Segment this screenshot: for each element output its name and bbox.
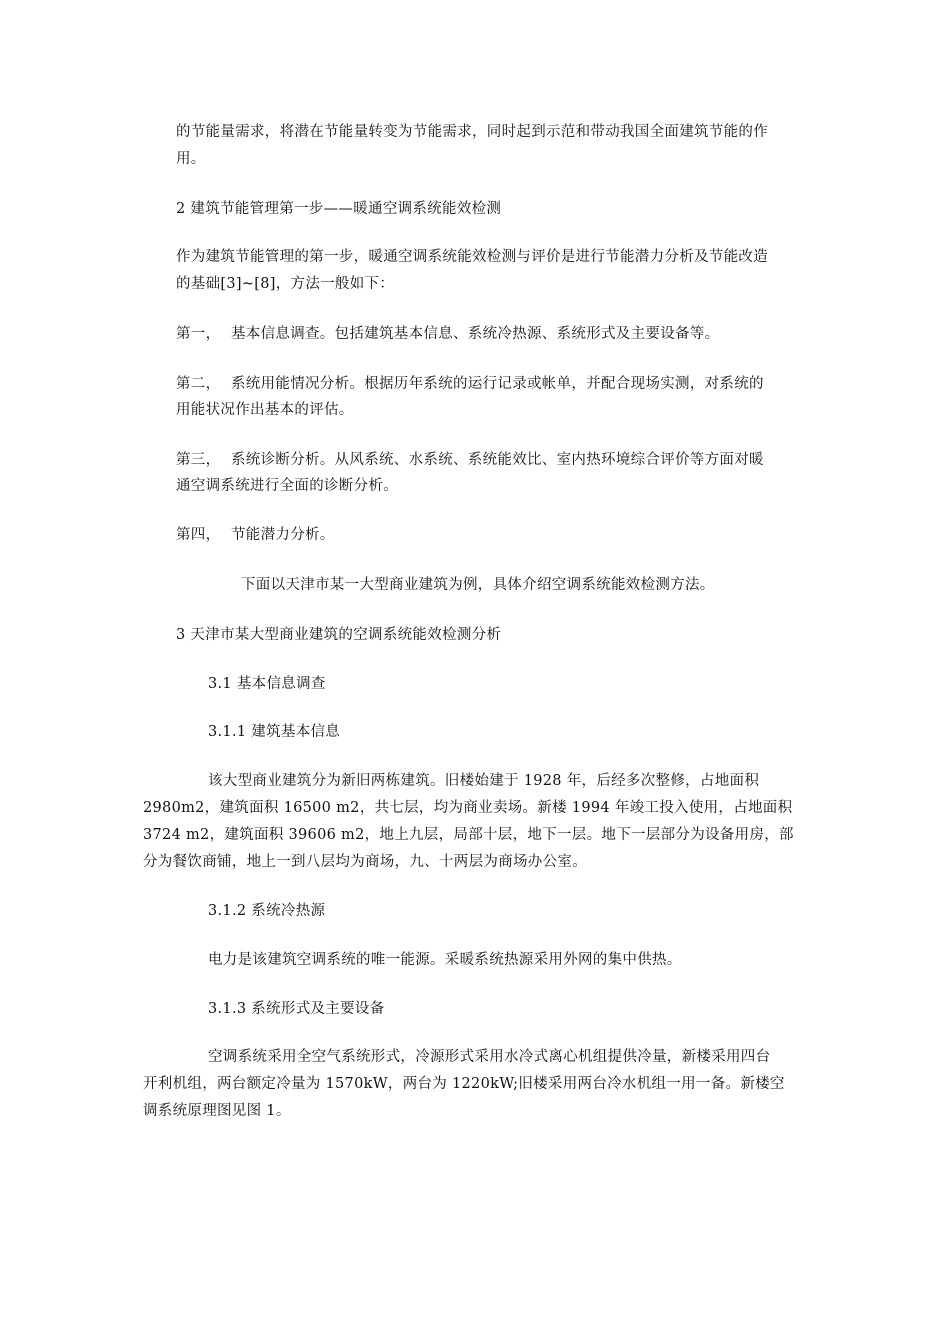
paragraph-3-1-3-line-2: 开利机组，两台额定冷量为 1570kW，两台为 1220kW;旧楼采用两台冷水机组一用一备。新楼空 — [143, 1076, 785, 1092]
paragraph-3-1-1-line-4: 分为餐饮商铺，地上一到八层均为商场，九、十两层为商场办公室。 — [143, 854, 587, 870]
section-2-paragraph-line-2: 的基础[3]~[8]，方法一般如下： — [176, 276, 395, 292]
step-1-text: 基本信息调查。包括建筑基本信息、系统冷热源、系统形式及主要设备等。 — [231, 326, 720, 342]
subsection-3-1-1-heading: 3.1.1 建筑基本信息 — [208, 724, 341, 740]
example-intro: 下面以天津市某一大型商业建筑为例，具体介绍空调系统能效检测方法。 — [241, 577, 715, 593]
step-3-text: 系统诊断分析。从风系统、水系统、系统能效比、室内热环境综合评价等方面对暖 — [231, 452, 764, 468]
step-1-label: 第一， — [176, 326, 221, 342]
step-3-continuation: 通空调系统进行全面的诊断分析。 — [176, 478, 398, 494]
intro-line-1: 的节能量需求，将潜在节能量转变为节能需求，同时起到示范和带动我国全面建筑节能的作 — [176, 124, 768, 140]
subsection-3-1-3-heading: 3.1.3 系统形式及主要设备 — [208, 1001, 385, 1017]
step-4-text: 节能潜力分析。 — [231, 527, 335, 543]
step-3-label: 第三， — [176, 452, 221, 468]
paragraph-3-1-1-line-2: 2980m2，建筑面积 16500 m2，共七层，均为商业卖场。新楼 1994 年竣工投入使用，占地面积 — [143, 800, 793, 816]
step-4-label: 第四， — [176, 527, 221, 543]
step-2-label: 第二， — [176, 376, 221, 392]
paragraph-3-1-1-line-1: 该大型商业建筑分为新旧两栋建筑。旧楼始建于 1928 年，后经多次整修，占地面积 — [208, 773, 760, 789]
paragraph-3-1-3-line-1: 空调系统采用全空气系统形式，冷源形式采用水冷式离心机组提供冷量，新楼采用四台 — [208, 1049, 771, 1065]
paragraph-3-1-3-line-3: 调系统原理图见图 1。 — [143, 1103, 291, 1119]
paragraph-3-1-2: 电力是该建筑空调系统的唯一能源。采暖系统热源采用外网的集中供热。 — [208, 952, 682, 968]
subsection-3-1-2-heading: 3.1.2 系统冷热源 — [208, 903, 326, 919]
subsection-3-1-heading: 3.1 基本信息调查 — [208, 676, 326, 692]
section-2-paragraph-line-1: 作为建筑节能管理的第一步，暖通空调系统能效检测与评价是进行节能潜力分析及节能改造 — [176, 249, 768, 265]
intro-line-2: 用。 — [176, 151, 206, 167]
step-2-continuation: 用能状况作出基本的评估。 — [176, 402, 354, 418]
step-2-text: 系统用能情况分析。根据历年系统的运行记录或帐单，并配合现场实测，对系统的 — [231, 376, 764, 392]
section-3-heading: 3 天津市某大型商业建筑的空调系统能效检测分析 — [176, 627, 502, 643]
paragraph-3-1-1-line-3: 3724 m2，建筑面积 39606 m2，地上九层，局部十层，地下一层。地下一层部分为设备用房，部 — [143, 827, 794, 843]
section-2-heading: 2 建筑节能管理第一步——暖通空调系统能效检测 — [176, 201, 502, 217]
